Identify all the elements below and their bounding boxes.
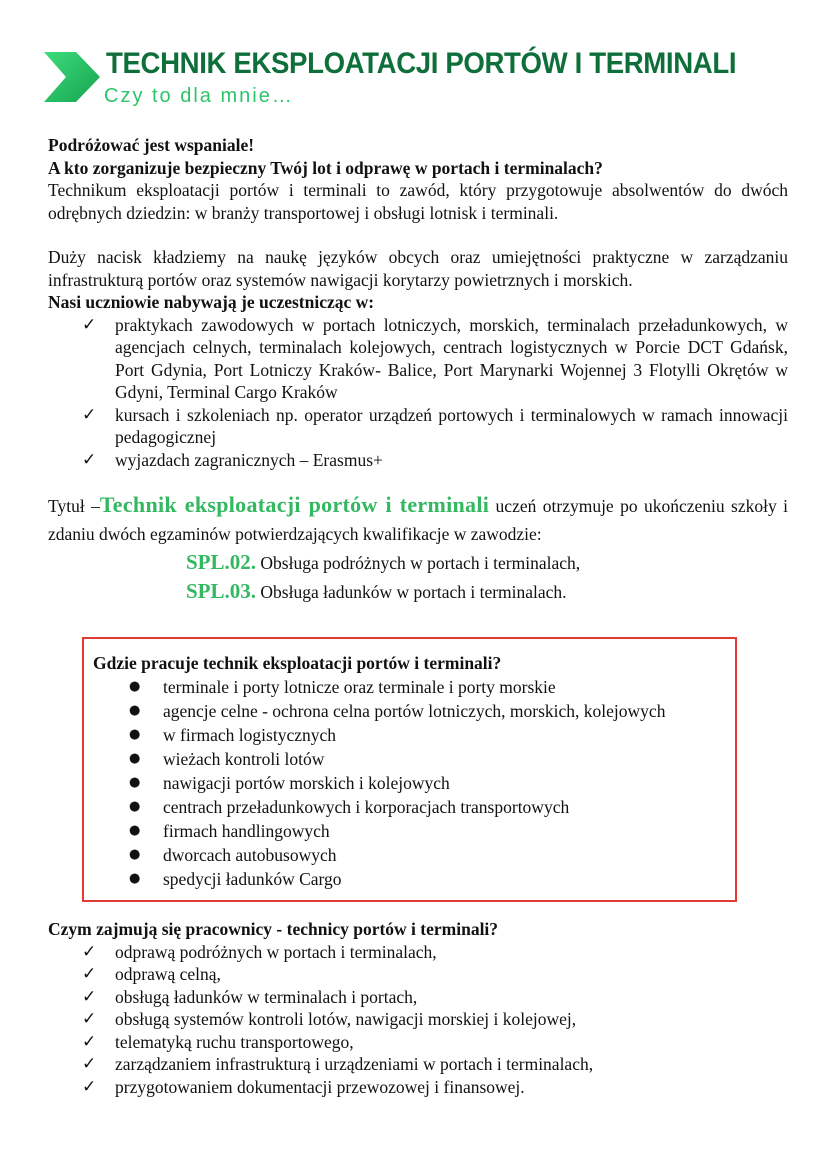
workplaces-heading: Gdzie pracuje technik eksploatacji portów i terminali? [93, 653, 502, 673]
list-item: ✓ przygotowaniem dokumentacji przewozowej i finansowej. [82, 1076, 525, 1097]
workplaces-list [93, 675, 735, 891]
checkmark-icon: ✓ [82, 1076, 97, 1097]
main-content [48, 134, 788, 606]
qualification-2 [186, 577, 788, 606]
list-item: ● spedycji ładunków Cargo [129, 869, 342, 889]
checkmark-icon: ✓ [82, 964, 97, 984]
intro-paragraph-1: Technikum eksploatacji portów i terminali to zawód, który przygotowuje absolwentów do dwóch odrębnych dziedzin: w branży transportowej i obsługi lotnisk i terminali. [48, 180, 788, 223]
title-paragraph [48, 491, 788, 548]
qualification-1 [186, 548, 788, 577]
header [44, 46, 804, 106]
list-item: ✓ praktykach zawodowych w portach lotniczych, morskich, terminalach przeładunkowych, w agencjach celnych, terminalach kolejowych, centrach logistycznych w Porcie DCT Gdańsk, Port Gdynia, Port Lotniczy Kraków- Balice, Port Marynarki Wojennej 3 Flotylli Okrętów w Gdyni, Terminal Cargo Kraków [82, 314, 788, 402]
checkmark-icon: ✓ [82, 1009, 97, 1029]
list-item: ✓ odprawą podróżnych w portach i terminalach, [82, 941, 437, 962]
title-prefix: Tytuł – [48, 496, 100, 516]
page-subtitle: Czy to dla mnie… [104, 85, 294, 107]
bullet-dot-icon: ● [129, 679, 141, 694]
list-item: ● centrach przeładunkowych i korporacjach transportowych [129, 797, 570, 817]
bullet-dot-icon: ● [129, 703, 141, 718]
list-item: ● w firmach logistycznych [129, 725, 337, 745]
list-item: ● terminale i porty lotnicze oraz terminale i porty morskie [129, 677, 556, 697]
profession-name: Technik eksploatacji portów i terminali [99, 492, 490, 517]
list-item: ✓ kursach i szkoleniach np. operator urządzeń portowych i terminalowych w ramach innowacji pedagogicznej [82, 404, 788, 447]
intro-line-2: A kto zorganizuje bezpieczny Twój lot i odprawę w portach i terminalach? [48, 157, 603, 178]
list-item: ✓ obsługą ładunków w terminalach i portach, [82, 986, 418, 1007]
checkmark-icon: ✓ [82, 941, 97, 962]
list-item: ✓ telematyką ruchu transportowego, [82, 1031, 354, 1052]
title-suffix: uczeń otrzymuje po ukończeniu szkoły i zdaniu dwóch egzaminów potwierdzających kwalifikacje w zawodzie: [48, 496, 788, 544]
intro-line-1: Podróżować jest wspaniale! [48, 135, 255, 155]
bullet-dot-icon: ● [129, 871, 141, 886]
intro-paragraph-3: Nasi uczniowie nabywają je uczestnicząc w: [48, 292, 375, 312]
tasks-heading: Czym zajmują się pracownicy - technicy portów i terminali? [48, 919, 499, 939]
qualification-text: Obsługa ładunków w portach i terminalach. [256, 582, 567, 602]
list-item: ✓ obsługą systemów kontroli lotów, nawigacji morskiej i kolejowej, [82, 1009, 577, 1029]
bullet-dot-icon: ● [129, 751, 141, 766]
bullet-dot-icon: ● [129, 727, 141, 742]
checkmark-icon: ✓ [82, 404, 97, 425]
list-item: ✓ wyjazdach zagranicznych – Erasmus+ [82, 449, 383, 470]
bullet-dot-icon: ● [129, 847, 141, 862]
checkmark-icon: ✓ [82, 449, 97, 470]
intro-paragraph-2: Duży nacisk kładziemy na naukę języków obcych oraz umiejętności praktyczne w zarządzaniu infrastrukturą portów oraz systemów nawigacji korytarzy powietrznych i morskich. [48, 247, 788, 290]
checkmark-icon: ✓ [82, 1031, 97, 1052]
bullet-dot-icon: ● [129, 823, 141, 838]
list-item: ✓ zarządzaniem infrastrukturą i urządzeniami w portach i terminalach, [82, 1054, 594, 1074]
list-item: ● wieżach kontroli lotów [129, 749, 325, 769]
bullet-dot-icon: ● [129, 775, 141, 790]
list-item: ● nawigacji portów morskich i kolejowych [129, 773, 450, 793]
participation-list [48, 314, 788, 472]
page-title: TECHNIK EKSPLOATACJI PORTÓW I TERMINALI [106, 47, 737, 80]
list-item: ● agencje celne - ochrona celna portów lotniczych, morskich, kolejowych [129, 701, 666, 721]
qualification-code: SPL.02. [186, 550, 257, 574]
checkmark-icon: ✓ [82, 314, 97, 335]
qualification-text: Obsługa podróżnych w portach i terminalach, [256, 553, 581, 573]
checkmark-icon: ✓ [82, 986, 97, 1007]
tasks-section [48, 918, 788, 1098]
qualification-code: SPL.03. [186, 579, 257, 603]
tasks-list [48, 941, 788, 1099]
list-item: ✓ odprawą celną, [82, 964, 221, 984]
green-chevron-icon [44, 52, 100, 102]
workplaces-box [82, 637, 737, 902]
list-item: ● dworcach autobusowych [129, 845, 337, 865]
bullet-dot-icon: ● [129, 799, 141, 814]
checkmark-icon: ✓ [82, 1054, 97, 1074]
list-item: ● firmach handlingowych [129, 821, 330, 841]
